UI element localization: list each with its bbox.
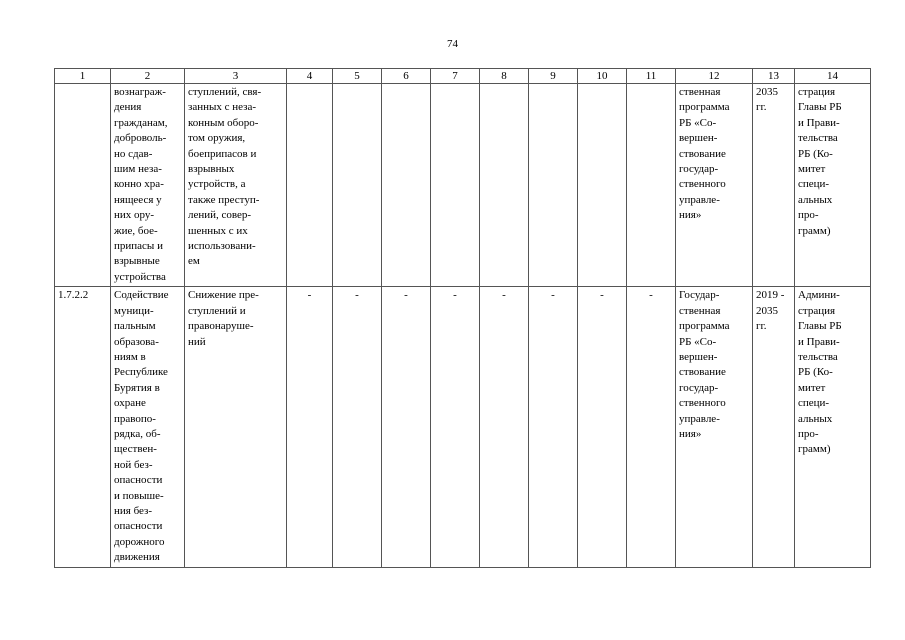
page-number: 74 — [447, 38, 458, 50]
period-cell: 2035 гг. — [753, 84, 795, 287]
value-cell-11: - — [627, 287, 676, 567]
column-number-14: 14 — [795, 69, 871, 84]
value-cell-7 — [431, 84, 480, 287]
program-cell: Государ- ственная программа РБ «Со- вершен- ствование государ- ственного управле- ния» — [676, 287, 753, 567]
column-number-4: 4 — [287, 69, 333, 84]
table-row — [55, 287, 871, 567]
value-cell-6 — [382, 84, 431, 287]
column-number-12: 12 — [676, 69, 753, 84]
value-cell-10: - — [578, 287, 627, 567]
value-cell-8 — [480, 84, 529, 287]
measure-result: Снижение пре- ступлений и правонаруше- ний — [185, 287, 287, 567]
column-number-11: 11 — [627, 69, 676, 84]
measure-name: вознаграж- дения гражданам, доброволь- но сдав- шим неза- конно хра- нящееся у них ору- жие, бое- припасы и взрывные устройства — [111, 84, 185, 287]
column-number-1: 1 — [55, 69, 111, 84]
measures-table — [54, 68, 871, 568]
value-cell-8: - — [480, 287, 529, 567]
column-number-10: 10 — [578, 69, 627, 84]
row-code — [55, 84, 111, 287]
value-cell-6: - — [382, 287, 431, 567]
header-row — [55, 69, 871, 84]
measure-name: Содействие муници- пальным образова- ниям в Республике Бурятия в охране правопо- рядка, об- ществен- ной без- опасности и повыше- ния без- опасности дорожного движения — [111, 287, 185, 567]
value-cell-10 — [578, 84, 627, 287]
column-number-6: 6 — [382, 69, 431, 84]
value-cell-4: - — [287, 287, 333, 567]
column-number-13: 13 — [753, 69, 795, 84]
column-number-8: 8 — [480, 69, 529, 84]
column-number-7: 7 — [431, 69, 480, 84]
column-number-5: 5 — [333, 69, 382, 84]
program-cell: ственная программа РБ «Со- вершен- ствование государ- ственного управле- ния» — [676, 84, 753, 287]
value-cell-11 — [627, 84, 676, 287]
period-cell: 2019 - 2035 гг. — [753, 287, 795, 567]
value-cell-4 — [287, 84, 333, 287]
column-number-9: 9 — [529, 69, 578, 84]
value-cell-9: - — [529, 287, 578, 567]
value-cell-9 — [529, 84, 578, 287]
column-number-3: 3 — [185, 69, 287, 84]
row-code: 1.7.2.2 — [55, 287, 111, 567]
column-number-2: 2 — [111, 69, 185, 84]
value-cell-5: - — [333, 287, 382, 567]
table-row — [55, 84, 871, 287]
value-cell-5 — [333, 84, 382, 287]
measure-result: ступлений, свя- занных с неза- конным оборо- том оружия, боеприпасов и взрывных устройств, а также преступ- лений, совер- шенных с их использовани- ем — [185, 84, 287, 287]
executor-cell: Админи- страция Главы РБ и Прави- тельства РБ (Ко- митет специ- альных про- грамм) — [795, 287, 871, 567]
executor-cell: страция Главы РБ и Прави- тельства РБ (Ко- митет специ- альных про- грамм) — [795, 84, 871, 287]
value-cell-7: - — [431, 287, 480, 567]
